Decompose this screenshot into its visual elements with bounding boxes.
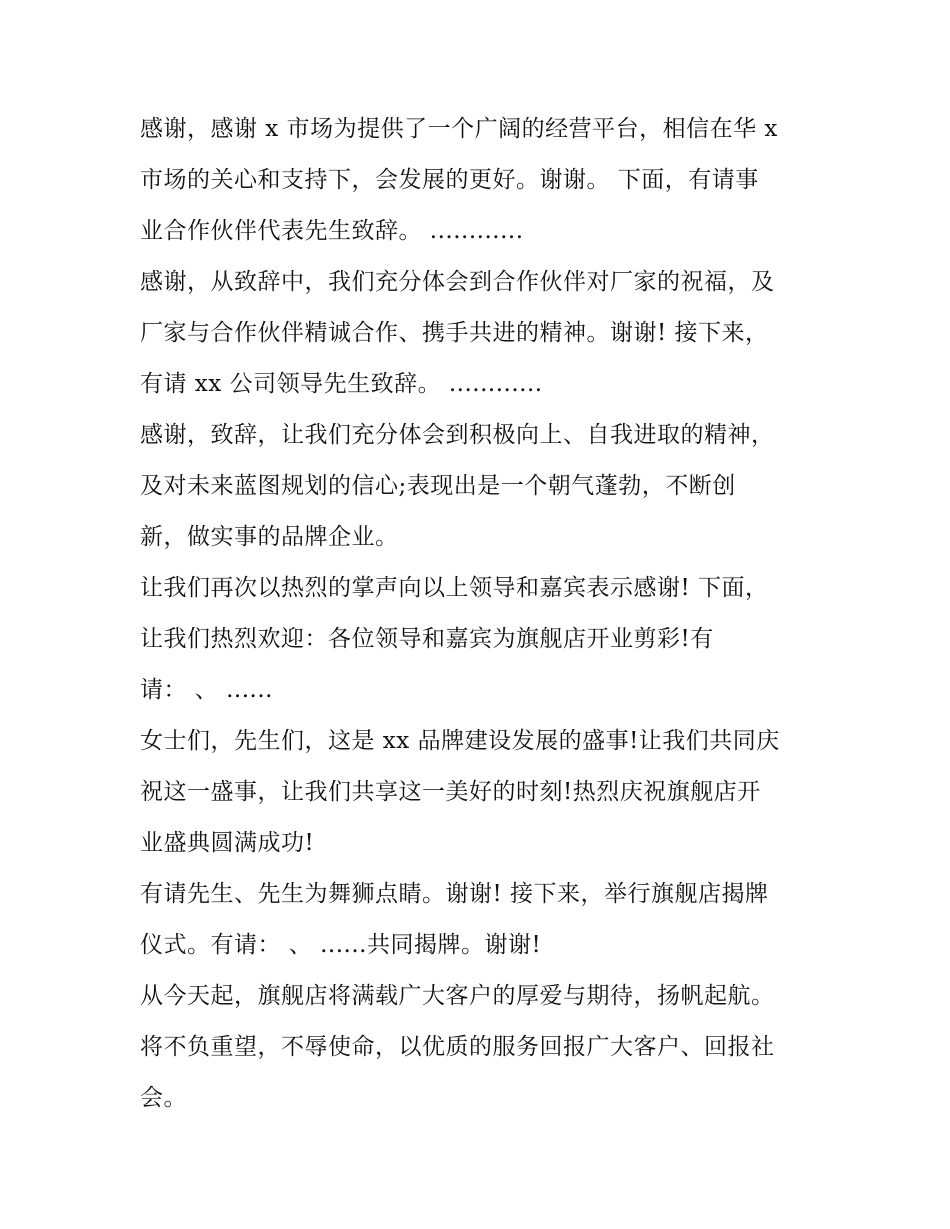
text-line: 市场的关心和支持下，会发展的更好。谢谢。 下面，有请事: [140, 167, 759, 193]
text-line: 女士们，先生们，这是 xx 品牌建设发展的盛事!让我们共同庆: [140, 728, 780, 754]
text-line: 新，做实事的品牌企业。: [140, 524, 399, 550]
text-line: 让我们热烈欢迎：各位领导和嘉宾为旗舰店开业剪彩!有: [140, 626, 714, 652]
text-line: 祝这一盛事，让我们共享这一美好的时刻!热烈庆祝旗舰店开: [140, 779, 761, 805]
text-line: 有请 xx 公司领导先生致辞。 ............: [140, 371, 543, 397]
text-line: 让我们再次以热烈的掌声向以上领导和嘉宾表示感谢! 下面，: [140, 575, 769, 601]
text-line: 将不负重望，不辱使命，以优质的服务回报广大客户、回报社: [140, 1034, 775, 1060]
text-line: 厂家与合作伙伴精诚合作、携手共进的精神。谢谢! 接下来，: [140, 320, 769, 346]
text-line: 及对未来蓝图规划的信心;表现出是一个朝气蓬勃，不断创: [140, 473, 736, 499]
text-line: 业盛典圆满成功!: [140, 830, 315, 856]
text-line: 仪式。有请： 、 ......共同揭牌。谢谢!: [140, 932, 542, 958]
document-body: [140, 104, 830, 1124]
text-line: 感谢，从致辞中，我们充分体会到合作伙伴对厂家的祝福，及: [140, 269, 775, 295]
text-line: 感谢，致辞，让我们充分体会到积极向上、自我进取的精神，: [140, 422, 775, 448]
text-line: 感谢，感谢 x 市场为提供了一个广阔的经营平台，相信在华 x: [140, 116, 778, 142]
text-line: 业合作伙伴代表先生致辞。 ............: [140, 218, 524, 244]
text-line: 从今天起，旗舰店将满载广大客户的厚爱与期待，扬帆起航。: [140, 983, 775, 1009]
text-line: 有请先生、先生为舞狮点睛。谢谢! 接下来，举行旗舰店揭牌: [140, 881, 769, 907]
text-line: 会。: [140, 1085, 187, 1111]
text-line: 请： 、 ......: [140, 677, 273, 703]
